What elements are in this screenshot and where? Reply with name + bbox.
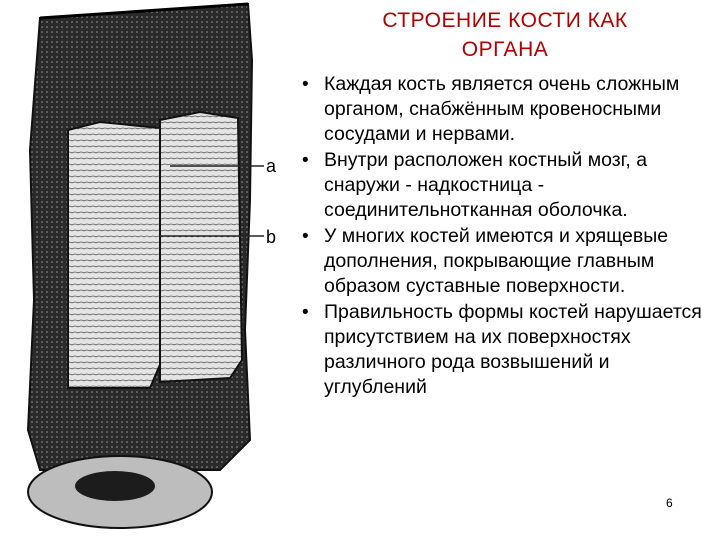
- label-b: b: [266, 227, 277, 247]
- bone-illustration: [0, 0, 290, 540]
- periosteum-layer-b: [160, 112, 242, 382]
- bullet-item: • Внутри расположен костный мозг, а снаружи - надкостница - соединительнотканная оболочка.: [300, 148, 712, 223]
- page-number: 6: [666, 496, 673, 510]
- bullet-item: • Каждая кость является очень сложным органом, снабжённым кровеносными сосудами и нервами.: [300, 72, 712, 147]
- marrow-cavity: [75, 471, 155, 501]
- title-line-1: СТРОЕНИЕ КОСТИ КАК: [382, 9, 628, 32]
- slide-title: [300, 6, 710, 64]
- periosteum-layer-a: [68, 122, 162, 388]
- title-line-2: ОРГАНА: [461, 38, 549, 61]
- bullet-list: [300, 72, 712, 401]
- bullet-item: • Правильность формы костей нарушается присутствием на их поверхностях различного рода возвышений и углублений: [300, 300, 712, 400]
- label-a: a: [266, 156, 277, 176]
- bullet-item: • У многих костей имеются и хрящевые дополнения, покрывающие главным образом суставные поверхности.: [300, 224, 712, 299]
